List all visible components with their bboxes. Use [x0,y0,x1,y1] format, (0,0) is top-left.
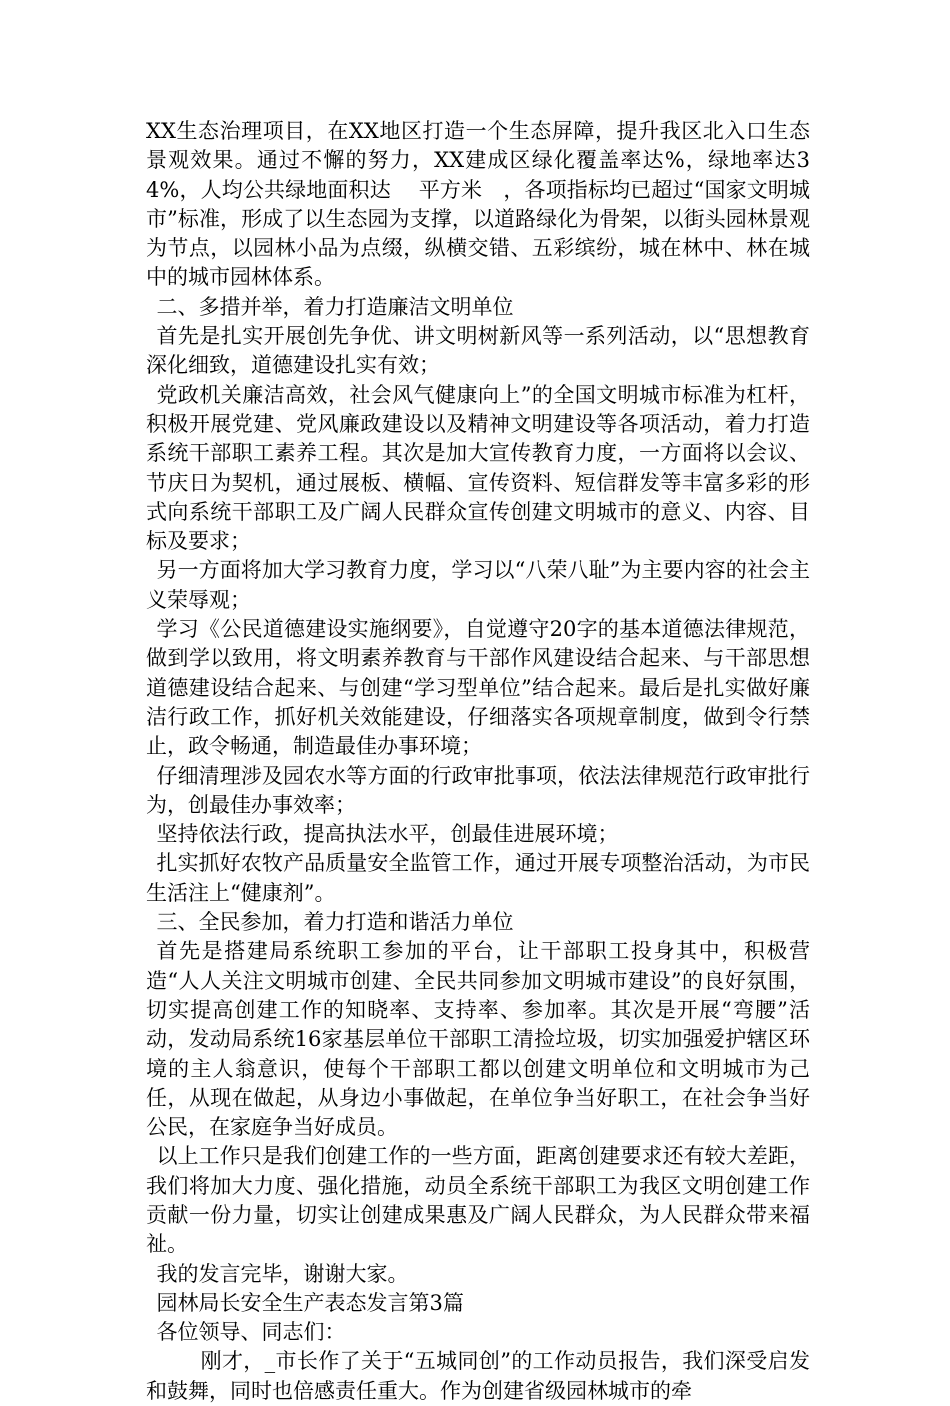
paragraph-4: 党政机关廉洁高效，社会风气健康向上”的全国文明城市标准为杠杆，积极开展党建、党风廉政建设以及精神文明建设等各项活动，着力打造系统干部职工素养工程。其次是加大宣传教育力度，一方面将以会议、节庆日为契机，通过展板、横幅、宣传资料、短信群发等丰富多彩的形式向系统干部职工及广阔人民群众宣传创建文明城市的意义、内容、目标及要求； [146,382,810,554]
paragraph-9: 扎实抓好农牧产品质量安全监管工作，通过开展专项整治活动，为市民生活注上“健康剂”。 [146,851,810,905]
section-heading-3: 三、全民参加，着力打造和谐活力单位 [156,910,514,935]
document-body [146,117,810,1406]
paragraph-3: 首先是扎实开展创先争优、讲文明树新风等一系列活动，以“思想教育深化细致，道德建设扎实有效； [146,324,810,378]
article-title: 园林局长安全生产表态发言第3篇 [156,1290,464,1315]
section-heading-2: 二、多措并举，着力打造廉洁文明单位 [156,294,514,319]
paragraph-12: 以上工作只是我们创建工作的一些方面，距离创建要求还有较大差距，我们将加大力度、强化措施，动员全系统干部职工为我区文明创建工作贡献一份力量，切实让创建成果惠及广阔人民群众，为人民群众带来福祉。 [146,1144,810,1257]
paragraph-7: 仔细清理涉及园农水等方面的行政审批事项，依法法律规范行政审批行为，创最佳办事效率； [146,763,810,817]
paragraph-11: 首先是搭建局系统职工参加的平台，让干部职工投身其中，积极营造“人人关注文明城市创建、全民共同参加文明城市建设”的良好氛围，切实提高创建工作的知晓率、支持率、参加率。其次是开展“弯腰”活动，发动局系统16家基层单位干部职工清捡垃圾，切实加强爱护辖区环境的主人翁意识，使每个干部职工都以创建文明单位和文明城市为己任，从现在做起，从身边小事做起，在单位争当好职工，在社会争当好公民，在家庭争当好成员。 [146,939,810,1140]
paragraph-6: 学习《公民道德建设实施纲要》，自觉遵守20字的基本道德法律规范，做到学以致用，将文明素养教育与干部作风建设结合起来、与干部思想道德建设结合起来、与创建“学习型单位”结合起来。最后是扎实做好廉洁行政工作，抓好机关效能建设，仔细落实各项规章制度，做到令行禁止，政令畅通，制造最佳办事环境； [146,617,810,759]
paragraph-1: XX生态治理项目，在XX地区打造一个生态屏障，提升我区北入口生态景观效果。通过不懈的努力，XX建成区绿化覆盖率达%，绿地率达34%，人均公共绿地面积达 平方米 ，各项指标均已超过“国家文明城市”标准，形成了以生态园为支撑，以道路绿化为骨架，以街头园林景观为节点，以园林小品为点缀，纵横交错、五彩缤纷，城在林中、林在城中的城市园林体系。 [146,119,810,290]
salutation: 各位领导、同志们： [156,1320,346,1345]
paragraph-5: 另一方面将加大学习教育力度，学习以“八荣八耻”为主要内容的社会主义荣辱观； [146,558,810,612]
paragraph-8: 坚持依法行政，提高执法水平，创最佳进展环境； [156,822,619,847]
paragraph-16: 刚才，_市长作了关于“五城同创”的工作动员报告，我们深受启发和鼓舞，同时也倍感责任重大。作为创建省级园林城市的牵 [146,1349,810,1403]
closing-line: 我的发言完毕，谢谢大家。 [156,1261,409,1286]
